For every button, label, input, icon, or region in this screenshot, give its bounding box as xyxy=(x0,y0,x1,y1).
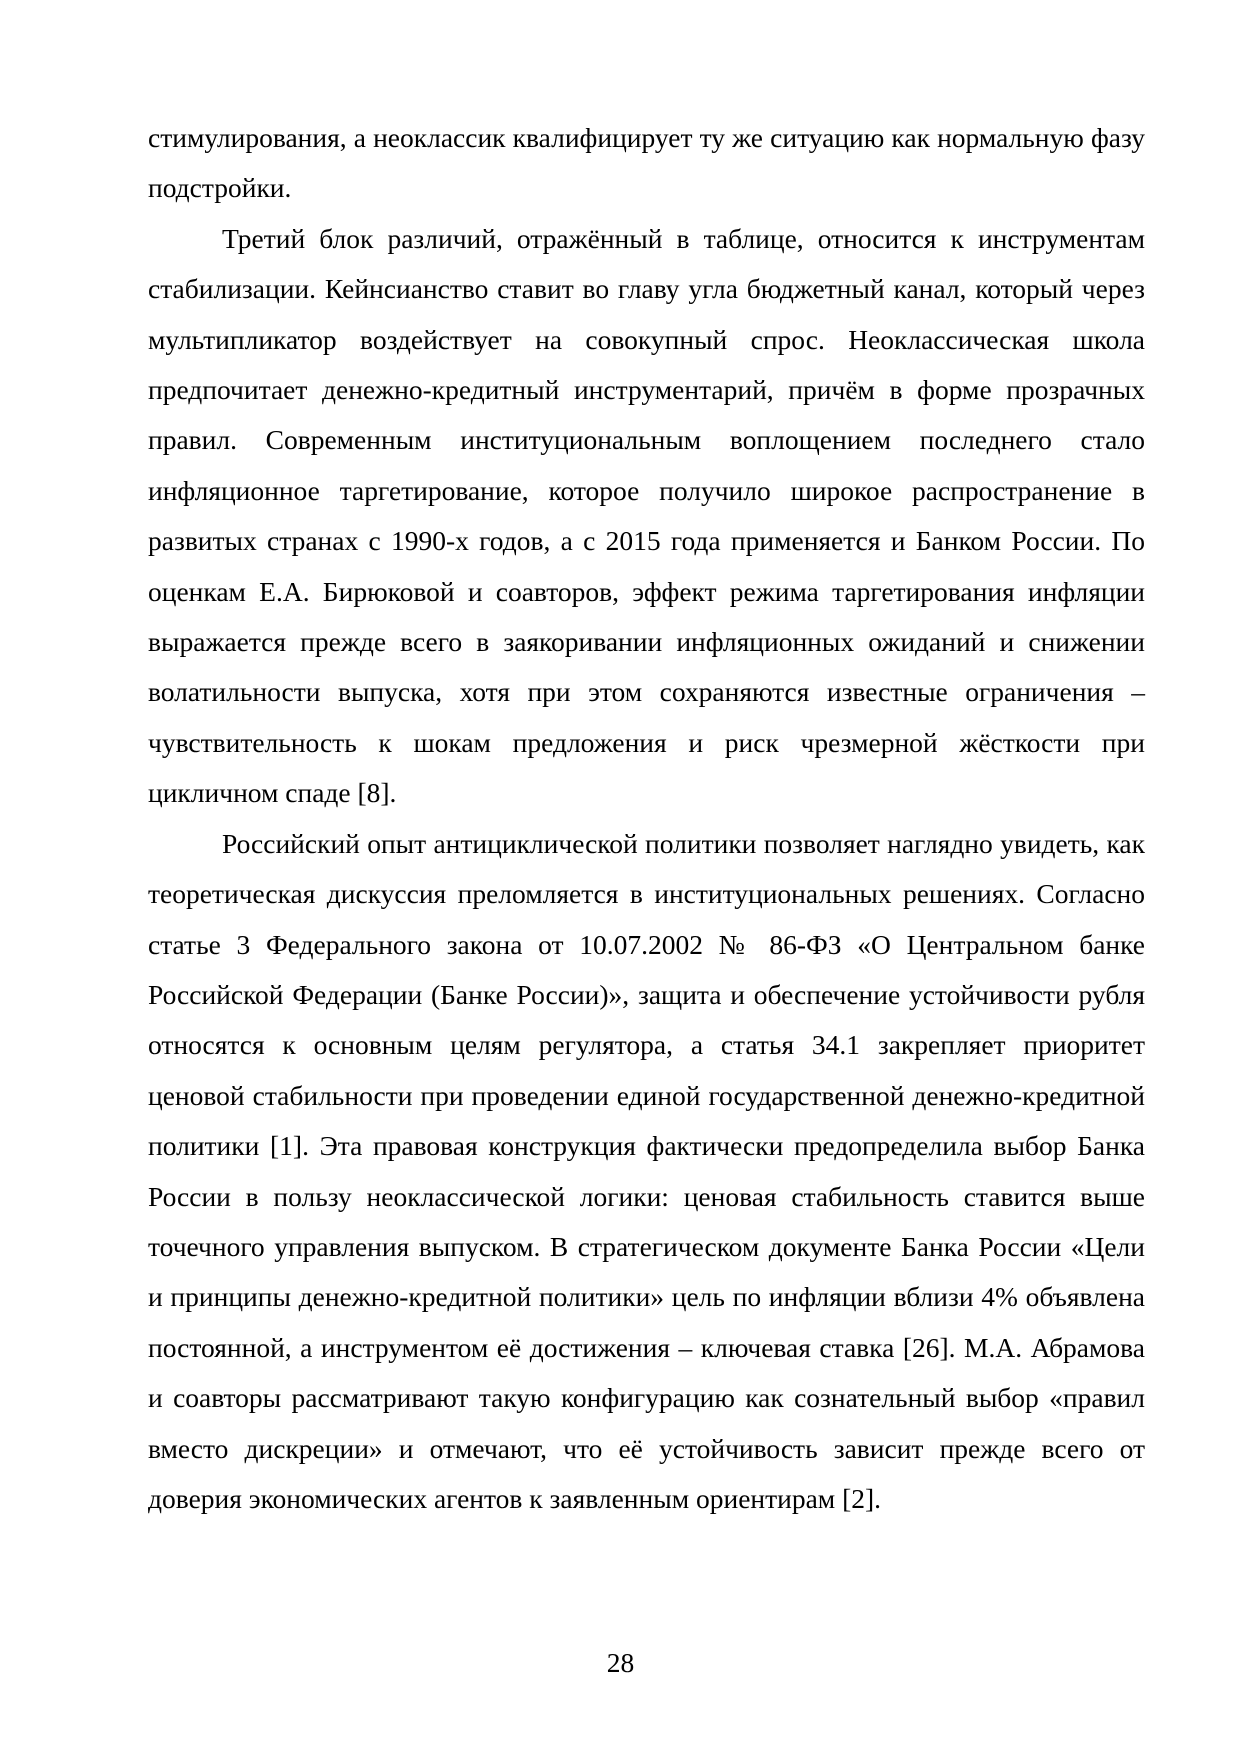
body-text xyxy=(148,113,1145,1524)
paragraph-stabilization-instruments: Третий блок различий, отражённый в таблице, относится к инструментам стабилизации. Кейнсианство ставит во главу угла бюджетный канал, который через мультипликатор воздействует на совокупный спрос. Неоклассическая школа предпочитает денежно-кредитный инструментарий, причём в форме прозрачных правил. Современным институциональным воплощением последнего стало инфляционное таргетирование, которое получило широкое распространение в развитых странах с 1990-х годов, а с 2015 года применяется и Банком России. По оценкам Е.А. Бирюковой и соавторов, эффект режима таргетирования инфляции выражается прежде всего в заякоривании инфляционных ожиданий и снижении волатильности выпуска, хотя при этом сохраняются известные ограничения – чувствительность к шокам предложения и риск чрезмерной жёсткости при цикличном спаде [8]. xyxy=(148,222,1145,809)
paragraph-russian-experience: Российский опыт антициклической политики позволяет наглядно увидеть, как теоретическая дискуссия преломляется в институциональных решениях. Согласно статье 3 Федерального закона от 10.07.2002 № 86-ФЗ «О Центральном банке Российской Федерации (Банке России)», защита и обеспечение устойчивости рубля относятся к основным целям регулятора, а статья 34.1 закрепляет приоритет ценовой стабильности при проведении единой государственной денежно-кредитной политики [1]. Эта правовая конструкция фактически предопределила выбор Банка России в пользу неоклассической логики: ценовая стабильность ставится выше точечного управления выпуском. В стратегическом документе Банка России «Цели и принципы денежно-кредитной политики» цель по инфляции вблизи 4% объявлена постоянной, а инструментом её достижения – ключевая ставка [26]. М.А. Абрамова и соавторы рассматривают такую конфигурацию как сознательный выбор «правил вместо дискреции» и отмечают, что её устойчивость зависит прежде всего от доверия экономических агентов к заявленным ориентирам [2]. xyxy=(148,827,1145,1514)
paragraph-continuation: стимулирования, а неоклассик квалифицирует ту же ситуацию как нормальную фазу подстройки. xyxy=(148,122,1145,204)
page-number: 28 xyxy=(606,1647,635,1678)
